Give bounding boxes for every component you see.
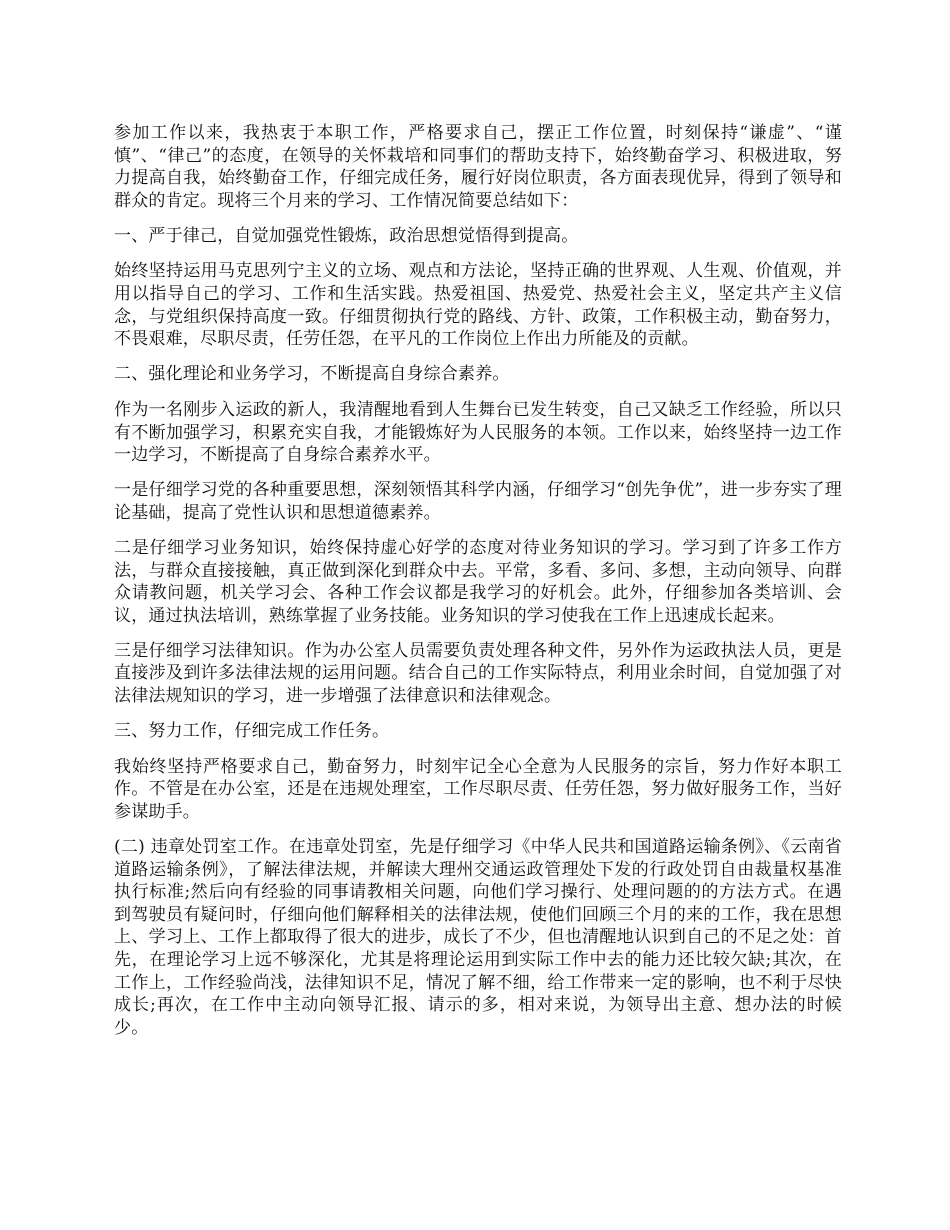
section-2-item-1: 一是仔细学习党的各种重要思想，深刻领悟其科学内涵，仔细学习“创先争优”，进一步夯实了理论基础，提高了党性认识和思想道德素养。 <box>114 480 842 523</box>
section-1-paragraph: 始终坚持运用马克思列宁主义的立场、观点和方法论，坚持正确的世界观、人生观、价值观，并用以指导自己的学习、工作和生活实践。热爱祖国、热爱党、热爱社会主义，坚定共产主义信念，与党组织保持高度一致。仔细贯彻执行党的路线、方针、政策，工作积极主动，勤奋努力，不畏艰难，尽职尽责，任劳任怨，在平凡的工作岗位上作出力所能及的贡献。 <box>114 261 842 350</box>
section-3-paragraph: 我始终坚持严格要求自己，勤奋努力，时刻牢记全心全意为人民服务的宗旨，努力作好本职工作。不管是在办公室，还是在违规处理室，工作尽职尽责、任劳任怨，努力做好服务工作，当好参谋助手。 <box>114 756 842 822</box>
section-2-item-2: 二是仔细学习业务知识，始终保持虚心好学的态度对待业务知识的学习。学习到了许多工作方法，与群众直接接触，真正做到深化到群众中去。平常，多看、多问、多想，主动向领导、向群众请教问题，机关学习会、各种工作会议都是我学习的好机会。此外，仔细参加各类培训、会议，通过执法培训，熟练掌握了业务技能。业务知识的学习使我在工作上迅速成长起来。 <box>114 537 842 626</box>
section-2-item-3: 三是仔细学习法律知识。作为办公室人员需要负责处理各种文件，另外作为运政执法人员，更是直接涉及到许多法律法规的运用问题。结合自己的工作实际特点，利用业余时间，自觉加强了对法律法规知识的学习，进一步增强了法律意识和法律观念。 <box>114 640 842 706</box>
section-heading-2: 二、强化理论和业务学习，不断提高自身综合素养。 <box>114 364 510 385</box>
section-2-paragraph: 作为一名刚步入运政的新人，我清醒地看到人生舞台已发生转变，自己又缺乏工作经验，所以只有不断加强学习，积累充实自我，才能锻炼好为人民服务的本领。工作以来，始终坚持一边工作一边学习，不断提高了自身综合素养水平。 <box>114 399 842 466</box>
section-heading-1: 一、严于律己，自觉加强党性锻炼，政治思想觉悟得到提高。 <box>114 225 579 246</box>
section-heading-3: 三、努力工作，仔细完成工作任务。 <box>114 721 390 742</box>
document-body <box>114 122 842 1052</box>
intro-paragraph: 参加工作以来，我热衷于本职工作，严格要求自己，摆正工作位置，时刻保持“谦虚”、“谨慎”、“律己”的态度，在领导的关怀栽培和同事们的帮助支持下，始终勤奋学习、积极进取，努力提高自我，始终勤奋工作，仔细完成任务，履行好岗位职责，各方面表现优异，得到了领导和群众的肯定。现将三个月来的学习、工作情况简要总结如下： <box>114 123 842 211</box>
section-3-item-2: (二) 违章处罚室工作。在违章处罚室，先是仔细学习《中华人民共和国道路运输条例》、《云南省道路运输条例》，了解法律法规，并解读大理州交通运政管理处下发的行政处罚自由裁量权基准执行标准;然后向有经验的同事请教相关问题，向他们学习操行、处理问题的的方法方式。在遇到驾驶员有疑问时，仔细向他们解释相关的法律法规，使他们回顾三个月的来的工作，我在思想上、学习上、工作上都取得了很大的进步，成长了不少，但也清醒地认识到自己的不足之处：首先，在理论学习上远不够深化，尤其是将理论运用到实际工作中去的能力还比较欠缺;其次，在工作上，工作经验尚浅，法律知识不足，情况了解不细，给工作带来一定的影响，也不利于尽快成长;再次，在工作中主动向领导汇报、请示的多，相对来说，为领导出主意、想办法的时候少。 <box>114 836 842 1038</box>
